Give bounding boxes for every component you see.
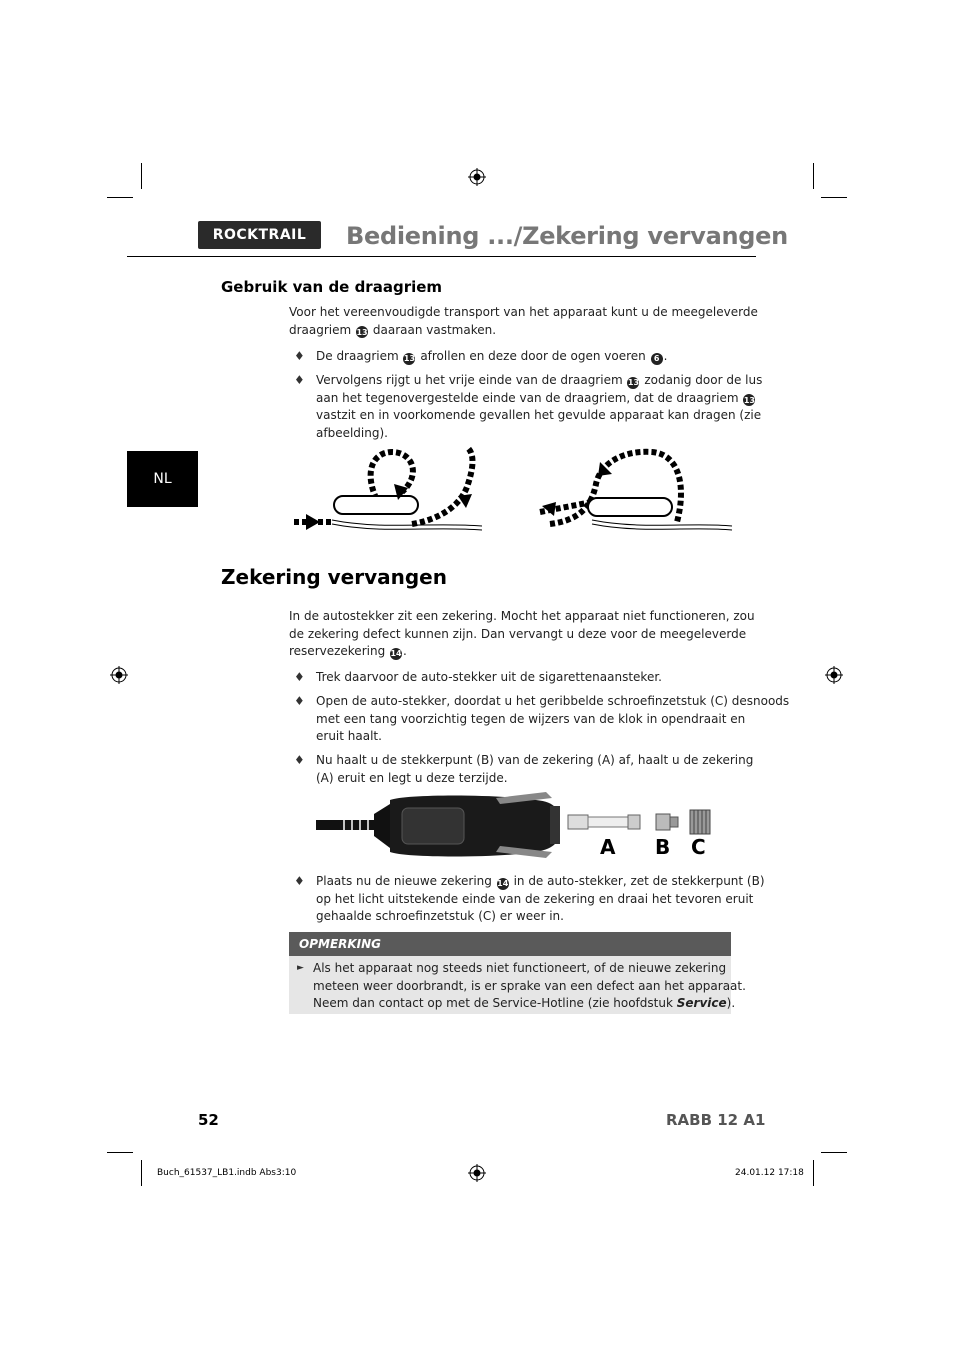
list-item: [316, 693, 789, 746]
text-fragment: ).: [726, 996, 736, 1010]
text-line: afbeelding).: [316, 425, 388, 440]
ref-number-13: 13: [743, 395, 755, 405]
page-title: Bediening .../Zekering vervangen: [346, 222, 788, 250]
text-fragment: De draagriem: [316, 349, 399, 363]
date-slug: 24.01.12 17:18: [735, 1168, 804, 1178]
arrow-icon: ►: [297, 963, 304, 973]
list-item: De draagriem 13 afrollen en deze door de ogen voeren 6 .: [316, 349, 668, 363]
text-line: In de autostekker zit een zekering. Mocht het apparaat niet functioneren, zou: [289, 609, 755, 623]
text-line: Voor het vereenvoudigde transport van het apparaat kunt u de meegeleverde: [289, 305, 758, 319]
crop-mark: [141, 163, 142, 189]
note-text: [313, 960, 746, 1013]
text-fragment: in de auto-stekker, zet de stekkerpunt (B): [513, 874, 765, 888]
note-header: OPMERKING: [289, 932, 731, 956]
text-line: [289, 322, 758, 340]
registration-mark-icon: [110, 666, 128, 684]
text-fragment: aan het tegenovergestelde einde van de draagriem, dat de draagriem: [316, 390, 739, 405]
section-heading-fuse: Zekering vervangen: [221, 565, 447, 589]
text-fragment: Service: [676, 996, 727, 1010]
crop-mark: [813, 163, 814, 189]
text-line: meteen weer doorbrandt, is er sprake van een defect aan het apparaat.: [313, 978, 746, 993]
text-line: op het licht uitstekende einde van de zekering en draai het tevoren eruit: [316, 891, 754, 906]
ref-number-13: 13: [403, 354, 416, 363]
bullet-icon: ♦: [294, 874, 305, 888]
section-heading-strap: Gebruik van de draagriem: [221, 278, 443, 296]
text-fragment: draagriem: [289, 322, 352, 337]
paragraph-strap-intro: [289, 304, 758, 339]
text-line: gehaalde schroefinzetstuk (C) er weer in.: [316, 909, 564, 923]
crop-mark: [821, 1152, 847, 1153]
text-fragment: afrollen en deze door de ogen voeren: [420, 349, 646, 363]
list-item: [316, 372, 762, 442]
text-line: met een tang voorzichtig tegen de wijzers van de klok in opendraait en: [316, 711, 746, 726]
text-line: [316, 372, 762, 390]
label-b: B: [655, 835, 671, 859]
ref-number-13: 13: [627, 378, 640, 387]
text-line: reservezekering 14.: [289, 644, 407, 658]
model-number: RABB 12 A1: [666, 1111, 766, 1129]
text-line: Als het apparaat nog steeds niet functioneert, of de nieuwe zekering: [313, 961, 727, 975]
text-line: [316, 873, 765, 891]
text-line: de zekering defect kunnen zijn. Dan vervangt u deze voor de meegeleverde: [289, 626, 747, 641]
ref-number-13: 13: [356, 327, 368, 337]
text-line: [313, 995, 746, 1013]
bullet-icon: ♦: [294, 349, 305, 363]
label-c: C: [691, 835, 706, 859]
text-line: vastzit en in voorkomende gevallen het gevulde apparaat kan dragen (zie: [316, 408, 762, 422]
list-item: [316, 873, 765, 926]
bullet-icon: ♦: [294, 753, 305, 767]
paragraph-fuse-intro: [289, 608, 755, 661]
registration-mark-icon: [468, 1164, 486, 1182]
header-divider: [127, 256, 756, 257]
strap-illustration: [292, 444, 736, 536]
text-fragment: Plaats nu de nieuwe zekering: [316, 874, 492, 888]
brand-logo: ROCKTRAIL: [198, 221, 321, 249]
text-fragment: Vervolgens rijgt u het vrije einde van de draagriem: [316, 373, 623, 387]
registration-mark-icon: [825, 666, 843, 684]
text-line: Open de auto-stekker, doordat u het geribbelde schroefinzetstuk (C) desnoods: [316, 694, 790, 708]
bullet-icon: ♦: [294, 694, 305, 708]
text-line: (A) eruit en legt u deze terzijde.: [316, 770, 508, 785]
file-slug: Buch_61537_LB1.indb Abs3:10: [157, 1168, 297, 1178]
ref-number-14: 14: [497, 879, 509, 888]
ref-number-14: 14: [390, 649, 402, 658]
crop-mark: [107, 197, 133, 198]
text-line: [316, 390, 762, 408]
bullet-icon: ♦: [294, 670, 305, 684]
registration-mark-icon: [468, 168, 486, 186]
text-line: Nu haalt u de stekkerpunt (B) van de zekering (A) af, haalt u de zekering: [316, 753, 754, 767]
text-fragment: Neem dan contact op met de Service-Hotline (zie hoofdstuk: [313, 996, 673, 1010]
text-fragment: daaraan vastmaken.: [372, 322, 497, 337]
crop-mark: [107, 1152, 133, 1153]
list-item: Trek daarvoor de auto-stekker uit de sigarettenaansteker.: [316, 670, 662, 684]
label-a: A: [600, 835, 616, 859]
bullet-icon: ♦: [294, 373, 305, 387]
language-tab: NL: [127, 451, 198, 507]
page-number: 52: [198, 1111, 219, 1129]
text-line: eruit haalt.: [316, 729, 382, 743]
text-fragment: zodanig door de lus: [644, 373, 763, 387]
crop-mark: [141, 1160, 142, 1186]
text-fragment: reservezekering: [289, 644, 386, 658]
crop-mark: [813, 1160, 814, 1186]
crop-mark: [821, 197, 847, 198]
ref-number-6: 6: [651, 353, 663, 365]
list-item: [316, 752, 753, 787]
